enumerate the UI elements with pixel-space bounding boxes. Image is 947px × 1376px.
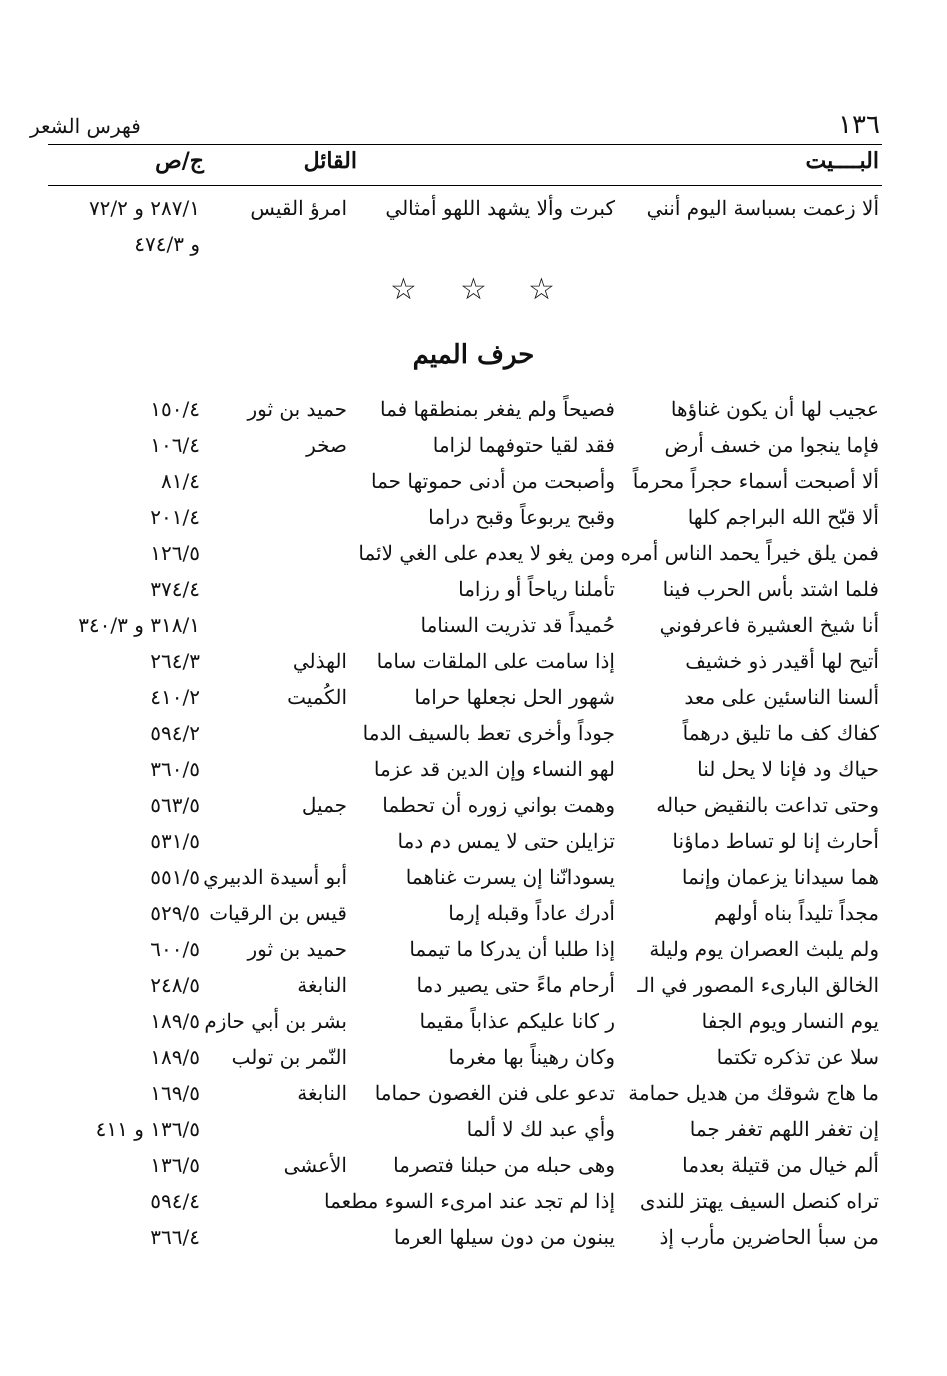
poet-name: النابغة: [297, 973, 347, 997]
hemistich-first: عجيب لها أن يكون غناؤها: [670, 397, 879, 421]
volume-page-ref: ١٢٦/٥: [150, 541, 200, 565]
hemistich-second: فقد لقيا حتوفهما لزاما: [432, 433, 615, 457]
volume-page-ref: ١٣٦/٥: [150, 1153, 200, 1177]
page-number: ١٣٦: [838, 110, 880, 140]
hemistich-first: أتيح لها أقيدر ذو خشيف: [685, 649, 879, 673]
column-header-verse: البــــيت: [805, 148, 879, 174]
hemistich-second: تأملنا رياحاً أو رزاما: [458, 577, 615, 601]
index-row: [0, 649, 947, 686]
hemistich-first: حياك ود فإنا لا يحل لنا: [697, 757, 879, 781]
hemistich-first: أحارث إنا لو تساط دماؤنا: [672, 829, 879, 853]
hemistich-first: فلما اشتد بأس الحرب فينا: [662, 577, 879, 601]
volume-page-ref: ٣٦٠/٥: [150, 757, 200, 781]
hemistich-second: ر كانا عليكم عذاباً مقيما: [419, 1009, 615, 1033]
index-row: [0, 1225, 947, 1262]
star-icon: ☆: [390, 272, 417, 307]
column-header-reference: ج/ص: [155, 148, 204, 174]
hemistich-first: فمن يلق خيراً يحمد الناس أمره: [620, 541, 879, 565]
index-row: [0, 196, 947, 233]
poet-name: صخر: [306, 433, 347, 457]
index-row: [0, 1081, 947, 1118]
hemistich-first: يوم النسار ويوم الجفا: [701, 1009, 879, 1033]
index-row: [0, 757, 947, 794]
hemistich-first: ألا أصبحت أسماء حجراً محرماً: [632, 469, 879, 493]
hemistich-first: ما هاج شوقك من هديل حمامة: [628, 1081, 879, 1105]
poet-name: الكُميت: [287, 685, 347, 709]
hemistich-first: من سبأ الحاضرين مأرب إذ: [659, 1225, 879, 1249]
hemistich-second: يبنون من دون سيلها العرما: [393, 1225, 615, 1249]
index-row: [0, 1189, 947, 1226]
index-row: [0, 1117, 947, 1154]
letter-heading: حرف الميم: [412, 340, 535, 370]
volume-page-ref: ١٨٩/٥: [150, 1045, 200, 1069]
index-row: [0, 577, 947, 614]
index-row: [0, 865, 947, 902]
poet-name: الأعشى: [283, 1153, 347, 1177]
hemistich-second: لهو النساء وإن الدين قد عزما: [373, 757, 615, 781]
volume-page-ref: ٥٩٤/٢: [150, 721, 200, 745]
hemistich-first: هما سيدانا يزعمان وإنما: [681, 865, 879, 889]
poet-name: أبو أسيدة الدبيري: [203, 865, 347, 889]
index-row: [0, 1009, 947, 1046]
volume-page-ref: ٢٨٧/١ و ٧٢/٢: [88, 196, 200, 220]
volume-page-ref: ١٥٠/٤: [150, 397, 200, 421]
hemistich-first: ألا زعمت بسباسة اليوم أنني: [646, 196, 879, 220]
hemistich-second: كبرت وألا يشهد اللهو أمثالي: [385, 196, 615, 220]
poet-name: حميد بن ثور: [247, 397, 347, 421]
hemistich-first: إن تغفر اللهم تغفر جما: [689, 1117, 879, 1141]
hemistich-first: كفاك كف ما تليق درهماً: [682, 721, 879, 745]
running-head: [30, 110, 880, 146]
poet-name: جميل: [301, 793, 347, 817]
volume-page-ref-continuation: و ٤٧٤/٣: [134, 232, 200, 256]
index-row: [0, 901, 947, 938]
index-row: [0, 433, 947, 470]
hemistich-first: مجداً تليداً بناه أولهم: [713, 901, 879, 925]
index-row: [0, 937, 947, 974]
hemistich-first: تراه كنصل السيف يهتز للندى: [639, 1189, 879, 1213]
hemistich-first: أنا شيخ العشيرة فاعرفوني: [659, 613, 879, 637]
hemistich-second: فصيحاً ولم يفغر بمنطقها فما: [379, 397, 615, 421]
column-header-poet: القائل: [303, 148, 357, 174]
volume-page-ref: ٤١٠/٢: [150, 685, 200, 709]
hemistich-second: يسودانّنا إن يسرت غناهما: [405, 865, 615, 889]
index-row: [0, 793, 947, 830]
hemistich-second: وهى حبله من حبلنا فتصرما: [393, 1153, 615, 1177]
running-head-rule: [48, 144, 882, 145]
volume-page-ref: ٨١/٤: [161, 469, 200, 493]
star-icon: ☆: [528, 272, 555, 307]
hemistich-first: الخالق البارىء المصور في الـ: [637, 973, 879, 997]
hemistich-second: أدرك عاداً وقبله إرما: [448, 901, 615, 925]
hemistich-first: ألا قبّح الله البراجم كلها: [687, 505, 879, 529]
poet-name: امرؤ القيس: [250, 196, 347, 220]
volume-page-ref: ١٦٩/٥: [150, 1081, 200, 1105]
index-row: [0, 397, 947, 434]
section-separator: [380, 272, 580, 312]
hemistich-first: وحتى تداعت بالنقيض حباله: [656, 793, 879, 817]
index-row: [0, 505, 947, 542]
hemistich-second: تزايلن حتى لا يمس دم دما: [397, 829, 615, 853]
volume-page-ref: ٣٦٦/٤: [150, 1225, 200, 1249]
index-row: [0, 973, 947, 1010]
hemistich-first: ألم خيال من قتيلة بعدما: [682, 1153, 879, 1177]
volume-page-ref: ٥٥١/٥: [150, 865, 200, 889]
column-header-rule: [48, 185, 882, 186]
volume-page-ref: ٢٦٤/٣: [150, 649, 200, 673]
hemistich-second: إذا طلبا أن يدركا ما تيمما: [409, 937, 615, 961]
hemistich-second: تدعو على فنن الغصون حماما: [374, 1081, 615, 1105]
hemistich-first: سلا عن تذكره تكتما: [716, 1045, 879, 1069]
index-row: [0, 613, 947, 650]
volume-page-ref: ٣١٨/١ و ٣٤٠/٣: [78, 613, 200, 637]
hemistich-second: وقبح يربوعاً وقبح دراما: [428, 505, 615, 529]
index-row: [0, 721, 947, 758]
hemistich-first: ألسنا الناسئين على معد: [684, 685, 879, 709]
poet-name: بشر بن أبي حازم: [204, 1009, 347, 1033]
hemistich-second: حُميداً قد تذريت السناما: [420, 613, 615, 637]
hemistich-second: ومن يغو لا يعدم على الغي لائما: [358, 541, 615, 565]
poet-name: حميد بن ثور: [247, 937, 347, 961]
volume-page-ref: ١٠٦/٤: [150, 433, 200, 457]
volume-page-ref: ١٣٦/٥ و ٤١١: [95, 1117, 200, 1141]
hemistich-second: شهور الحل نجعلها حراما: [414, 685, 615, 709]
index-row: [0, 829, 947, 866]
volume-page-ref: ٥٣١/٥: [150, 829, 200, 853]
index-row: [0, 469, 947, 506]
hemistich-first: ولم يلبث العصران يوم وليلة: [649, 937, 879, 961]
volume-page-ref: ٦٠٠/٥: [150, 937, 200, 961]
volume-page-ref: ٢٤٨/٥: [150, 973, 200, 997]
hemistich-second: أرحام ماءً حتى يصير دما: [416, 973, 615, 997]
hemistich-second: وكان رهيناً بها مغرما: [448, 1045, 615, 1069]
poet-name: النابغة: [297, 1081, 347, 1105]
poet-name: الهذلي: [292, 649, 347, 673]
hemistich-second: وأي عبد لك لا ألما: [466, 1117, 615, 1141]
index-row: [0, 541, 947, 578]
index-row: [0, 685, 947, 722]
volume-page-ref: ٢٠١/٤: [150, 505, 200, 529]
volume-page-ref: ٣٧٤/٤: [150, 577, 200, 601]
hemistich-second: وأصبحت من أدنى حموتها حما: [370, 469, 615, 493]
poet-name: قيس بن الرقيات: [209, 901, 347, 925]
star-icon: ☆: [460, 272, 487, 307]
poet-name: النّمر بن تولب: [231, 1045, 347, 1069]
hemistich-second: إذا سامت على الملقات ساما: [376, 649, 615, 673]
hemistich-first: فإما ينجوا من خسف أرض: [664, 433, 879, 457]
volume-page-ref: ١٨٩/٥: [150, 1009, 200, 1033]
hemistich-second: وهمت بواني زوره أن تحطما: [382, 793, 615, 817]
hemistich-second: جوداً وأخرى تعط بالسيف الدما: [362, 721, 615, 745]
section-title: فهرس الشعر: [30, 114, 141, 138]
index-row: [0, 1153, 947, 1190]
volume-page-ref: ٥٩٤/٤: [150, 1189, 200, 1213]
volume-page-ref: ٥٢٩/٥: [150, 901, 200, 925]
hemistich-second: إذا لم تجد عند امرىء السوء مطعما: [323, 1189, 615, 1213]
index-row: [0, 1045, 947, 1082]
volume-page-ref: ٥٦٣/٥: [150, 793, 200, 817]
